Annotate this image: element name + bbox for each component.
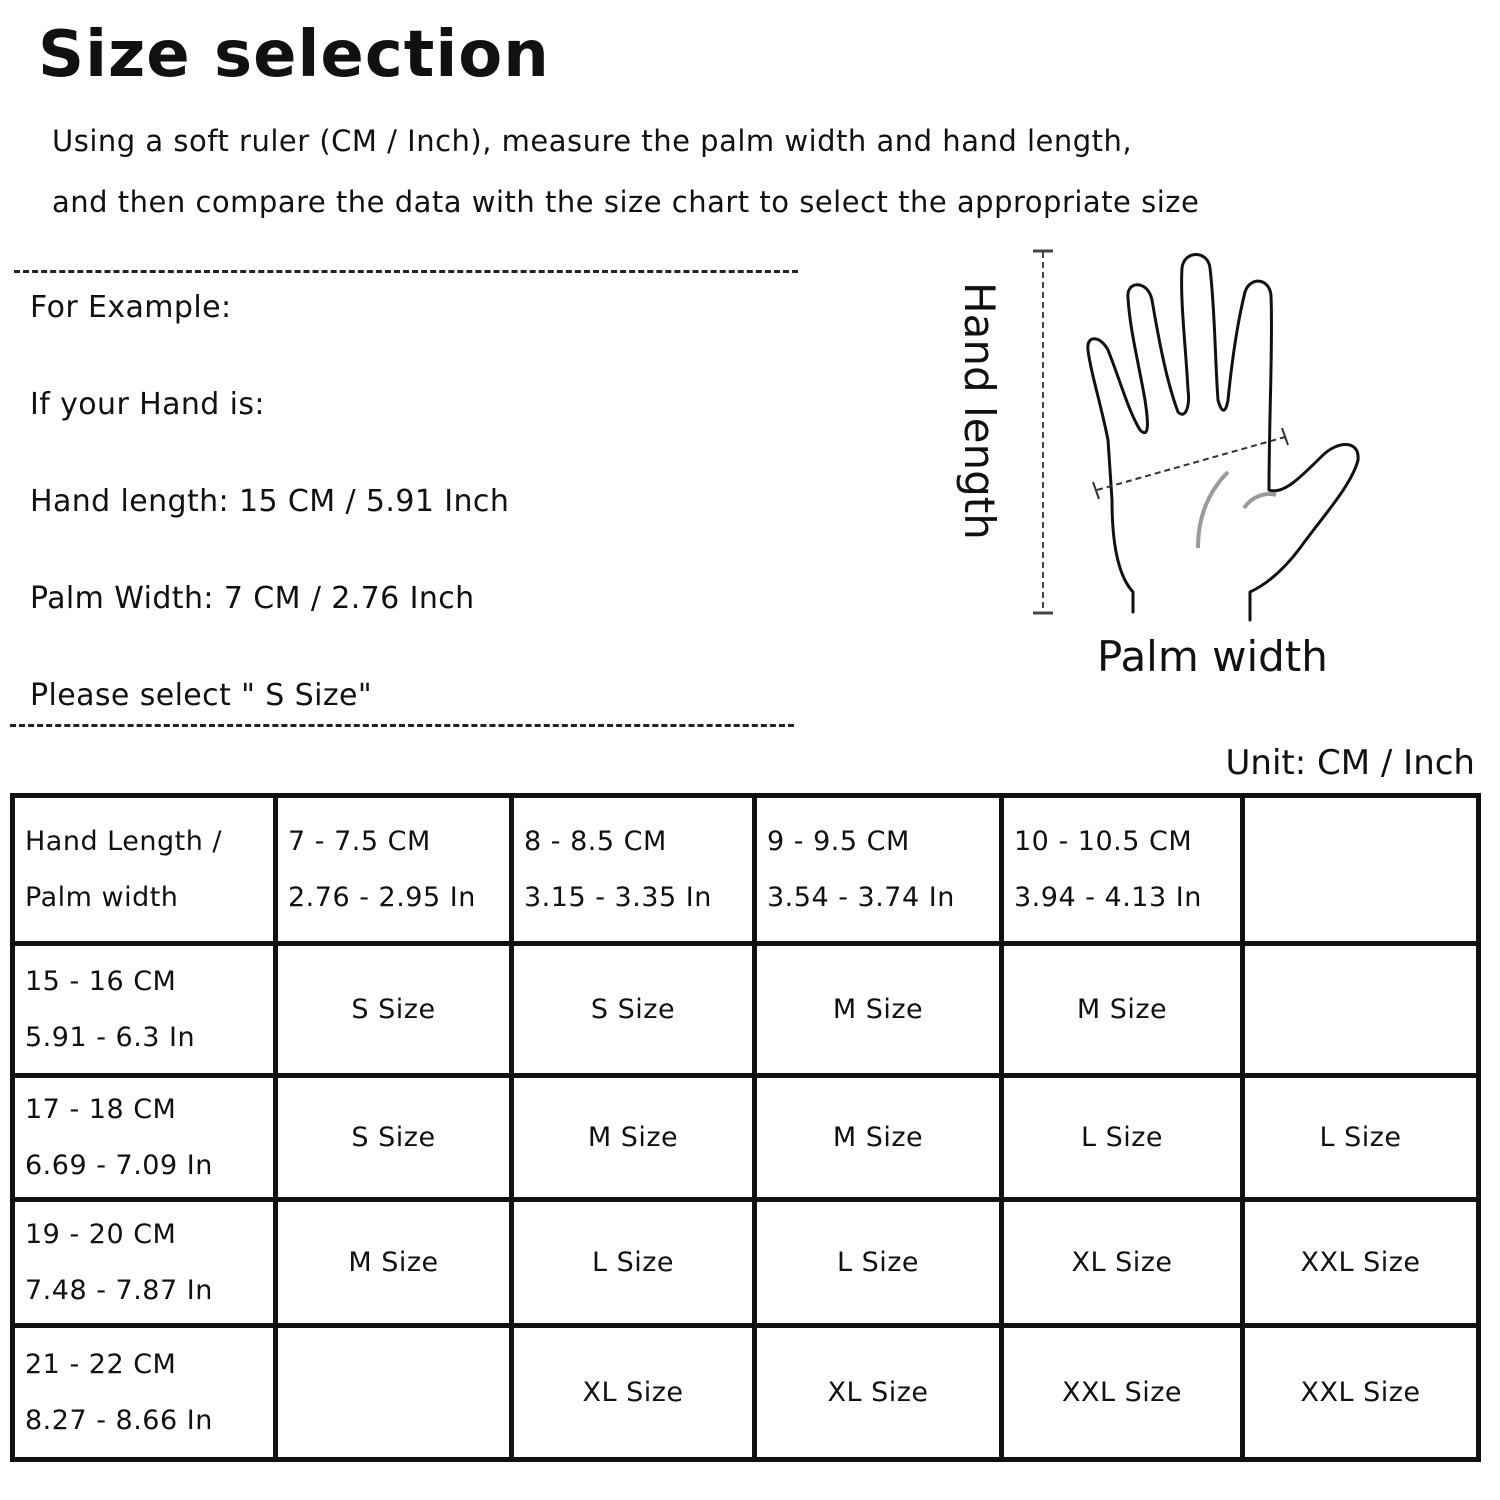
size-cell: XXL Size [1243,1326,1479,1460]
size-cell [1243,944,1479,1076]
intro-line-2: and then compare the data with the size chart to select the appropriate size [52,185,1200,219]
example-heading: For Example: [30,290,232,325]
size-cell: S Size [512,944,755,1076]
size-cell: XL Size [512,1326,755,1460]
size-chart-table [10,793,1481,1462]
size-cell: XL Size [755,1326,1002,1460]
palm-width-column-header: 10 - 10.5 CM 3.94 - 4.13 In [1002,796,1243,944]
example-hand-length: Hand length: 15 CM / 5.91 Inch [30,484,510,519]
palm-width-column-header: 8 - 8.5 CM 3.15 - 3.35 In [512,796,755,944]
table-row [13,1200,1479,1326]
size-cell: L Size [512,1200,755,1326]
unit-label: Unit: CM / Inch [1225,743,1475,783]
size-cell: L Size [755,1200,1002,1326]
page-title: Size selection [38,18,550,92]
example-lead: If your Hand is: [30,387,265,422]
palm-width-label: Palm width [1097,632,1328,681]
top-dashed-divider [14,270,798,273]
hand-length-row-header: 19 - 20 CM 7.48 - 7.87 In [13,1200,276,1326]
table-header-row [13,796,1479,944]
hand-length-label: Hand length [955,282,1004,540]
table-row [13,944,1479,1076]
size-cell: XXL Size [1243,1200,1479,1326]
hand-length-row-header: 21 - 22 CM 8.27 - 8.66 In [13,1326,276,1460]
table-row [13,1326,1479,1460]
example-palm-width: Palm Width: 7 CM / 2.76 Inch [30,581,475,616]
palm-width-column-header [1243,796,1479,944]
hand-outline-icon [1020,240,1380,630]
palm-width-column-header: 9 - 9.5 CM 3.54 - 3.74 In [755,796,1002,944]
example-result: Please select " S Size" [30,678,373,713]
hand-length-row-header: 17 - 18 CM 6.69 - 7.09 In [13,1076,276,1200]
size-cell: M Size [1002,944,1243,1076]
size-cell: M Size [276,1200,512,1326]
corner-header: Hand Length / Palm width [13,796,276,944]
palm-width-column-header: 7 - 7.5 CM 2.76 - 2.95 In [276,796,512,944]
size-cell: L Size [1243,1076,1479,1200]
size-cell [276,1326,512,1460]
bottom-dashed-divider [10,724,794,727]
size-cell: XL Size [1002,1200,1243,1326]
table-row [13,1076,1479,1200]
size-cell: S Size [276,1076,512,1200]
size-cell: L Size [1002,1076,1243,1200]
intro-line-1: Using a soft ruler (CM / Inch), measure the palm width and hand length, [52,124,1133,158]
hand-length-row-header: 15 - 16 CM 5.91 - 6.3 In [13,944,276,1076]
size-cell: M Size [755,1076,1002,1200]
size-cell: S Size [276,944,512,1076]
size-cell: M Size [755,944,1002,1076]
size-cell: M Size [512,1076,755,1200]
size-cell: XXL Size [1002,1326,1243,1460]
